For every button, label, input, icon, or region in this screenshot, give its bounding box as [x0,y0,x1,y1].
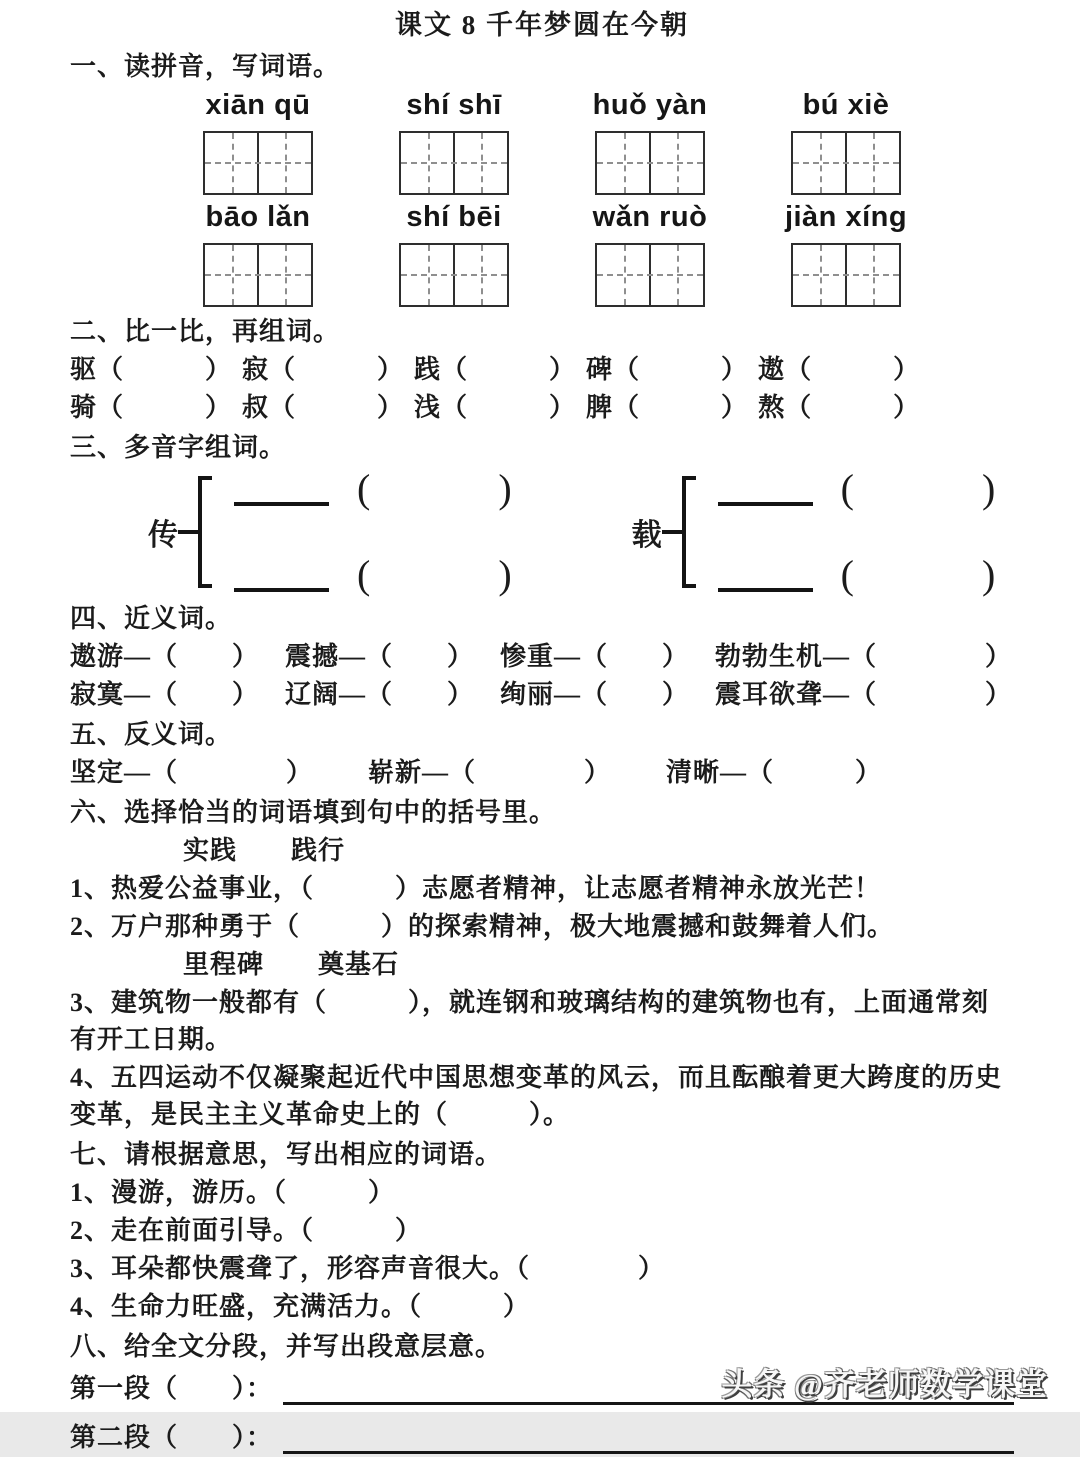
synonym-item: 遨游—（ ） [70,642,260,671]
writing-grid-box [203,131,313,195]
pinyin-label: wǎn ruò [592,201,708,233]
answer-blank-line [234,566,329,592]
pinyin-grid-row-2 [203,201,1014,307]
answer-underline [283,1424,1014,1454]
brace-stem [178,530,198,534]
pinyin-word-group [203,89,313,195]
section-4-heading: 四、近义词。 [70,604,233,633]
word-pair-item: 碑（ ） [586,355,749,384]
pinyin-label: xiān qū [205,89,311,121]
fill-question-2: 2、万户那种勇于（ ）的探索精神，极大地震撼和鼓舞着人们。 [70,912,895,941]
writing-grid-box [595,131,705,195]
segment-label: 第一段（ ）： [70,1374,274,1403]
paren-blank: ( ) [840,552,998,597]
meaning-question-2: 2、走在前面引导。（ ） [70,1216,423,1245]
polyphone-section [148,466,1014,597]
antonym-row [70,754,1014,791]
section-8-heading: 八、给全文分段，并写出段意层意。 [70,1332,503,1361]
synonym-item: 辽阔—（ ） [285,680,475,709]
paren-blank: ( ) [357,466,514,511]
word-pair-item: 熬（ ） [758,393,921,422]
meaning-question-3: 3、耳朵都快震聋了，形容声音很大。（ ） [70,1254,666,1283]
writing-grid-box [791,243,901,307]
page-title: 课文 8 千年梦圆在今朝 [395,10,689,40]
pinyin-label: shí bēi [406,201,502,233]
word-pair-item: 浅（ ） [414,393,577,422]
paren-blank: ( ) [840,466,998,511]
pinyin-label: jiàn xíng [784,201,908,233]
polyphone-group-zai [631,466,998,597]
section-5-heading: 五、反义词。 [70,720,233,749]
watermark: 头条 @齐老师数学课堂 [721,1367,1048,1402]
paren-blank: ( ) [357,552,514,597]
answer-blank-line [718,566,813,592]
pinyin-grid-row-1 [203,89,1014,195]
antonym-item: 清晰—（ ） [666,758,883,787]
word-pair-item: 脾（ ） [586,393,749,422]
fill-question-1: 1、热爱公益事业，（ ）志愿者精神，让志愿者精神永放光芒！ [70,874,882,903]
word-pair-item: 叔（ ） [242,393,405,422]
brace [682,476,696,588]
polyphone-blank-row [718,552,998,597]
section-1-heading: 一、读拼音，写词语。 [70,52,341,81]
fill-question-4: 4、五四运动不仅凝聚起近代中国思想变革的风云，而且酝酿着更大跨度的历史变革，是民主主义革命史上的（ ）。 [70,1063,1003,1129]
antonym-item: 崭新—（ ） [368,758,612,787]
compare-words-row-2 [70,389,1014,426]
pinyin-word-group [399,89,509,195]
synonym-row-1 [70,638,1014,675]
synonym-item: 寂寞—（ ） [70,680,260,709]
pinyin-word-group [203,201,313,307]
segment-label: 第二段（ ）： [70,1423,274,1452]
pinyin-word-group [784,201,908,307]
pinyin-word-group [791,89,901,195]
antonym-item: 坚定—（ ） [70,758,314,787]
pinyin-word-group [399,201,509,307]
section-2-heading: 二、比一比，再组词。 [70,317,341,346]
pinyin-label: huǒ yàn [592,89,708,121]
synonym-item: 勃勃生机—（ ） [715,642,1013,671]
synonym-row-2 [70,676,1014,713]
writing-grid-box [399,131,509,195]
polyphone-group-chuan [148,466,514,597]
polyphone-character: 传 [148,519,178,552]
word-pair-item: 骑（ ） [70,393,233,422]
answer-blank-line [234,480,329,506]
fill-question-3: 3、建筑物一般都有（ ），就连钢和玻璃结构的建筑物也有，上面通常刻有开工日期。 [70,988,990,1054]
writing-grid-box [203,243,313,307]
answer-blank-line [718,480,813,506]
polyphone-character: 载 [631,519,662,552]
word-pair-item: 遨（ ） [758,355,921,384]
word-bank-2: 里程碑 奠基石 [183,950,400,979]
pinyin-label: bú xiè [802,89,890,121]
brace [198,476,212,588]
word-pair-item: 驱（ ） [70,355,233,384]
synonym-item: 震耳欲聋—（ ） [715,680,1013,709]
polyphone-blank-row [234,466,514,511]
section-6-heading: 六、选择恰当的词语填到句中的括号里。 [70,798,557,827]
compare-words-row-1 [70,351,1014,388]
section-3-heading: 三、多音字组词。 [70,433,287,462]
pinyin-word-group [592,201,708,307]
writing-grid-box [595,243,705,307]
section-7-heading: 七、请根据意思，写出相应的词语。 [70,1140,503,1169]
polyphone-blank-row [718,466,998,511]
polyphone-blank-row [234,552,514,597]
pinyin-label: shí shī [406,89,502,121]
segment-line-2 [70,1418,1014,1457]
pinyin-label: bāo lǎn [205,201,311,233]
writing-grid-box [791,131,901,195]
brace-stem [662,530,682,534]
word-pair-item: 寂（ ） [242,355,405,384]
writing-grid-box [399,243,509,307]
synonym-item: 震撼—（ ） [285,642,475,671]
meaning-question-1: 1、漫游，游历。（ ） [70,1178,396,1207]
word-pair-item: 践（ ） [414,355,577,384]
pinyin-word-group [592,89,708,195]
meaning-question-4: 4、生命力旺盛，充满活力。（ ） [70,1292,531,1321]
synonym-item: 惨重—（ ） [500,642,690,671]
synonym-item: 绚丽—（ ） [500,680,690,709]
word-bank-1: 实践 践行 [183,836,346,865]
